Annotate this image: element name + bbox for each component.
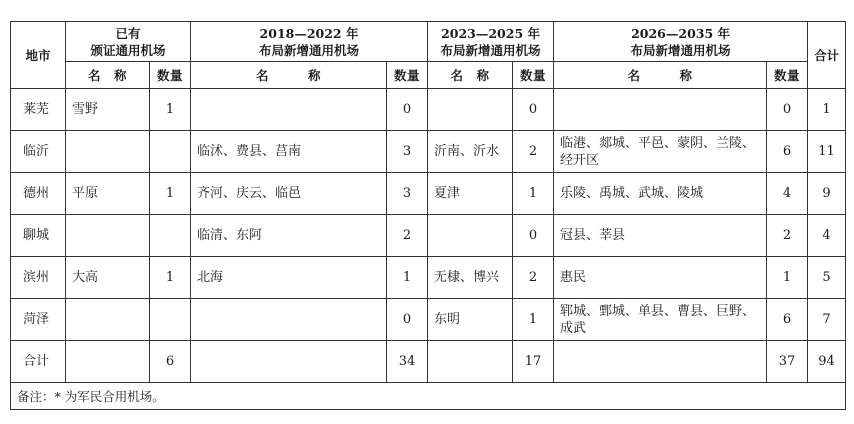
cell-2026-name: 乐陵、禹城、武城、陵城 (554, 173, 767, 215)
cell-2018-name (191, 299, 387, 341)
cell-2023-count: 1 (513, 299, 554, 341)
header-2023-line1: 2023—2025 年 (441, 25, 540, 41)
cell-total: 5 (808, 257, 846, 299)
cell-2026-count: 37 (767, 341, 808, 383)
header-total: 合计 (808, 22, 846, 89)
header-existing (66, 22, 191, 62)
subheader-existing-name: 名 称 (66, 62, 150, 89)
table-row (11, 89, 846, 131)
cell-2018-count: 0 (387, 89, 428, 131)
cell-2018-name: 北海 (191, 257, 387, 299)
table-row (11, 131, 846, 173)
cell-existing-name (66, 215, 150, 257)
cell-2026-name: 临港、郯城、平邑、蒙阴、兰陵、经开区 (554, 131, 767, 173)
cell-existing-count: 1 (150, 173, 191, 215)
header-row-2 (11, 62, 846, 89)
cell-2023-count: 17 (513, 341, 554, 383)
subheader-2023-name: 名 称 (428, 62, 513, 89)
cell-2023-name: 东明 (428, 299, 513, 341)
cell-city: 莱芜 (11, 89, 66, 131)
cell-existing-name: 大高 (66, 257, 150, 299)
cell-2018-count: 34 (387, 341, 428, 383)
cell-2026-count: 0 (767, 89, 808, 131)
cell-2026-count: 6 (767, 131, 808, 173)
header-existing-line2: 颁证通用机场 (90, 42, 166, 58)
header-2026-2035 (554, 22, 808, 62)
cell-2023-count: 2 (513, 131, 554, 173)
cell-2023-count: 2 (513, 257, 554, 299)
airport-layout-table (10, 21, 846, 410)
cell-city: 滨州 (11, 257, 66, 299)
table-row (11, 215, 846, 257)
header-2026-line1: 2026—2035 年 (631, 25, 731, 41)
cell-2026-count: 2 (767, 215, 808, 257)
cell-2026-name (554, 89, 767, 131)
cell-2026-name: 郓城、鄄城、单县、曹县、巨野、成武 (554, 299, 767, 341)
cell-2018-count: 3 (387, 173, 428, 215)
cell-2026-name: 惠民 (554, 257, 767, 299)
cell-existing-count: 6 (150, 341, 191, 383)
cell-existing-count: 1 (150, 89, 191, 131)
header-2018-line1: 2018—2022 年 (259, 25, 359, 41)
cell-existing-name (66, 341, 150, 383)
cell-total: 9 (808, 173, 846, 215)
subheader-2026-name: 名 称 (554, 62, 767, 89)
cell-total: 11 (808, 131, 846, 173)
cell-2023-name (428, 215, 513, 257)
cell-2018-count: 1 (387, 257, 428, 299)
table-total-row (11, 341, 846, 383)
cell-2018-name (191, 341, 387, 383)
cell-2018-count: 2 (387, 215, 428, 257)
cell-total: 94 (808, 341, 846, 383)
header-existing-line1: 已有 (115, 25, 141, 41)
cell-2023-name (428, 89, 513, 131)
cell-2023-count: 0 (513, 215, 554, 257)
cell-existing-count (150, 215, 191, 257)
cell-total: 4 (808, 215, 846, 257)
cell-city: 聊城 (11, 215, 66, 257)
cell-city: 德州 (11, 173, 66, 215)
table-row (11, 173, 846, 215)
cell-existing-name: 平原 (66, 173, 150, 215)
cell-existing-count (150, 131, 191, 173)
table-row (11, 257, 846, 299)
note-row (11, 383, 846, 410)
header-2018-2022 (191, 22, 428, 62)
header-2026-line2: 布局新增通用机场 (630, 42, 731, 58)
cell-2026-count: 6 (767, 299, 808, 341)
cell-total: 7 (808, 299, 846, 341)
cell-2023-count: 1 (513, 173, 554, 215)
table-row (11, 299, 846, 341)
table-note: 备注：* 为军民合用机场。 (11, 383, 846, 410)
subheader-2018-name: 名 称 (191, 62, 387, 89)
subheader-2023-count: 数量 (513, 62, 554, 89)
cell-2026-name (554, 341, 767, 383)
subheader-existing-count: 数量 (150, 62, 191, 89)
cell-city: 临沂 (11, 131, 66, 173)
header-2018-line2: 布局新增通用机场 (259, 42, 360, 58)
airport-table-container (10, 21, 845, 410)
header-city: 地市 (11, 22, 66, 89)
cell-existing-name (66, 131, 150, 173)
subheader-2018-count: 数量 (387, 62, 428, 89)
cell-2023-name: 沂南、沂水 (428, 131, 513, 173)
cell-2018-count: 0 (387, 299, 428, 341)
cell-2018-name (191, 89, 387, 131)
cell-2023-name: 无棣、博兴 (428, 257, 513, 299)
cell-existing-name: 雪野 (66, 89, 150, 131)
cell-2018-name: 临清、东阿 (191, 215, 387, 257)
cell-city: 合计 (11, 341, 66, 383)
header-row-1 (11, 22, 846, 62)
cell-existing-name (66, 299, 150, 341)
cell-city: 菏泽 (11, 299, 66, 341)
cell-2026-name: 冠县、莘县 (554, 215, 767, 257)
cell-2023-name: 夏津 (428, 173, 513, 215)
subheader-2026-count: 数量 (767, 62, 808, 89)
cell-2026-count: 1 (767, 257, 808, 299)
cell-2023-name (428, 341, 513, 383)
cell-existing-count (150, 299, 191, 341)
header-2023-2025 (428, 22, 554, 62)
cell-2018-count: 3 (387, 131, 428, 173)
cell-2018-name: 齐河、庆云、临邑 (191, 173, 387, 215)
cell-existing-count: 1 (150, 257, 191, 299)
cell-2018-name: 临沭、费县、莒南 (191, 131, 387, 173)
cell-2026-count: 4 (767, 173, 808, 215)
cell-2023-count: 0 (513, 89, 554, 131)
header-2023-line2: 布局新增通用机场 (440, 42, 541, 58)
cell-total: 1 (808, 89, 846, 131)
